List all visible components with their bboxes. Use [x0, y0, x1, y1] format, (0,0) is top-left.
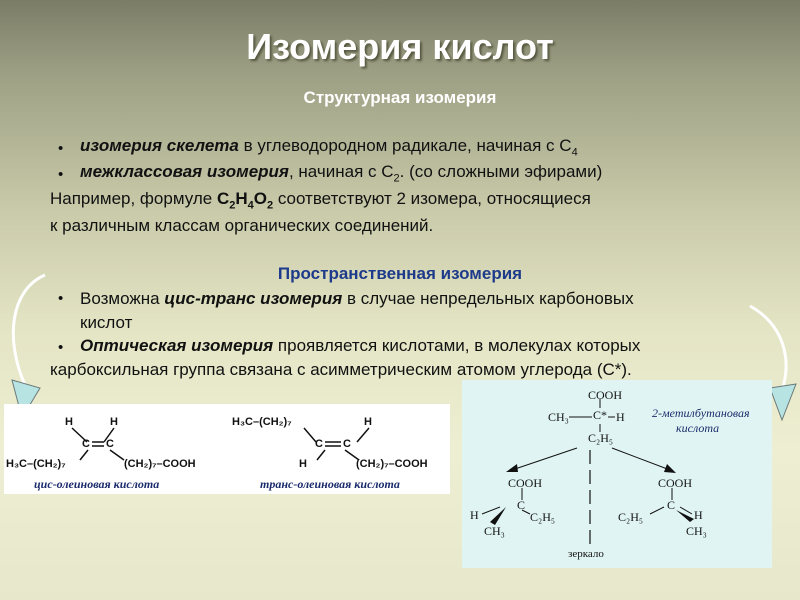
right-ch3: CH₃ — [686, 524, 707, 538]
cis-carbon-1: C — [82, 438, 90, 450]
bullet-optical-line2: карбоксильная группа связана с асимметрическим атомом углерода (С*). — [50, 360, 632, 379]
slide-title: Изомерия кислот — [246, 26, 554, 67]
acid-name-line2: кислота — [676, 421, 720, 435]
bullet-cis-trans-line2: кислот — [80, 313, 133, 332]
trans-caption: транс-олеиновая кислота — [260, 477, 400, 491]
top-c2h5: C₂H₅ — [588, 431, 614, 445]
spatial-heading: Пространственная изомерия — [277, 264, 523, 283]
left-carbon: C — [517, 498, 526, 512]
right-h: H — [694, 508, 703, 522]
bullet-interclass-isomerism: межклассовая изомерия, начиная с $С_2$. (со сложными эфирами) — [80, 162, 603, 185]
trans-right-group: (CH₂)₇–COOH — [356, 458, 428, 470]
cis-carbon-2: C — [106, 438, 114, 450]
left-cooh: COOH — [508, 476, 543, 490]
top-chiral-carbon: C* — [593, 408, 608, 422]
top-h: H — [616, 410, 625, 424]
cis-left-group: H₃C–(CH₂)₇ — [6, 458, 66, 470]
trans-h-top: H — [364, 416, 372, 428]
mirror-label: зеркало — [568, 548, 604, 560]
trans-top-left-group: H₃C–(CH₂)₇ — [232, 416, 292, 428]
cis-h-right: H — [110, 416, 118, 428]
bullet-marker: • — [58, 339, 64, 356]
top-cooh: COOH — [588, 388, 623, 402]
top-ch3: CH₃ — [548, 410, 569, 424]
bullet-optical: Оптическая изомерия проявляется кислотами, в молекулах которых — [80, 336, 641, 355]
right-cooh: COOH — [658, 476, 693, 490]
right-carbon: C — [667, 498, 676, 512]
bullet-marker: • — [58, 166, 64, 183]
bullet-marker: • — [58, 290, 64, 307]
optical-isomers-panel — [462, 380, 772, 568]
example-line-2: к различным классам органических соединений. — [50, 216, 434, 235]
bullet-marker: • — [58, 140, 64, 157]
left-ch3: CH₃ — [484, 524, 505, 538]
cis-caption: цис-олеиновая кислота — [34, 477, 160, 491]
acid-name-line1: 2-метилбутановая — [652, 406, 750, 420]
cis-right-group: (CH₂)₇–COOH — [124, 458, 196, 470]
trans-carbon-1: C — [315, 438, 323, 450]
bullet-cis-trans: Возможна цис-транс изомерия в случае непредельных карбоновых — [80, 289, 634, 308]
right-c2h5: C₂H₅ — [618, 510, 644, 524]
cis-trans-panel — [4, 404, 450, 494]
trans-h-bottom: H — [299, 458, 307, 470]
left-c2h5: C₂H₅ — [530, 510, 556, 524]
cis-h-left: H — [65, 416, 73, 428]
trans-carbon-2: C — [343, 438, 351, 450]
left-h: H — [470, 508, 479, 522]
example-line-1: Например, формуле $C_2H_4O_2$ соответствуют 2 изомера, относящиеся — [50, 189, 591, 212]
structural-heading: Структурная изомерия — [303, 88, 497, 107]
bullet-skeleton-isomerism: изомерия скелета в углеводородном радикале, начиная с $С_4$ — [80, 136, 578, 159]
